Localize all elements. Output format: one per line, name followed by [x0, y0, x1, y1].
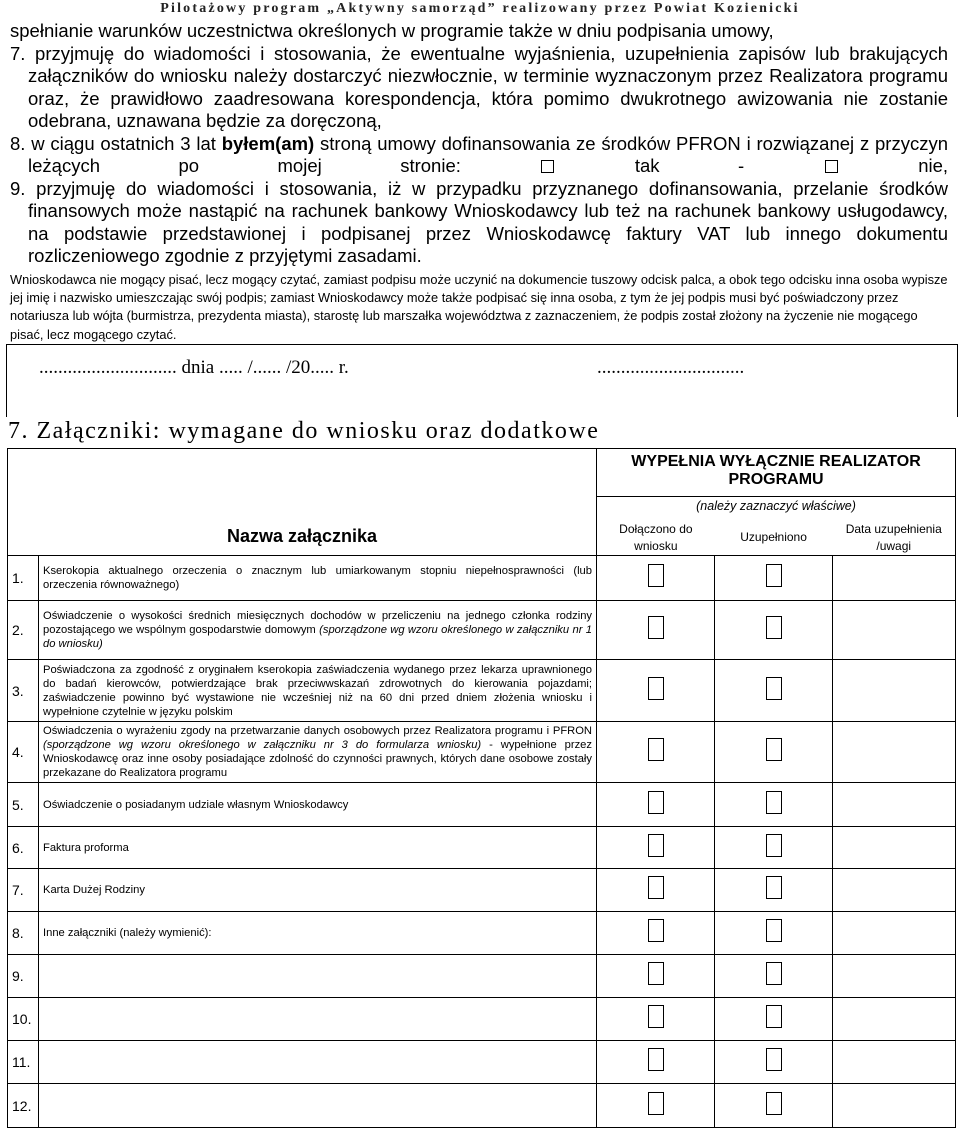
row-number: 12.	[8, 1084, 39, 1128]
attachment-name	[39, 783, 597, 827]
date-notes-cell[interactable]	[833, 783, 956, 827]
attachment-text: Oświadczenia o wyrażeniu zgody na przetwarzanie danych osobowych przez Realizatora programu i PFRON	[43, 725, 593, 737]
tak-checkbox[interactable]	[541, 160, 554, 173]
completed-checkbox[interactable]	[766, 616, 782, 639]
attached-checkbox[interactable]	[648, 834, 664, 857]
attachment-text-italic: (sporządzone wg wzoru określonego w załączniku nr 3 do formularza wniosku)	[43, 739, 482, 751]
attachment-name	[39, 998, 597, 1041]
attachment-text: Poświadczona za zgodność z oryginałem kserokopia zaświadczenia wydanego przez lekarza uprawnionego do badań kierowców, potwierdzające brak przeciwwskazań zdrowotnych do kierowania pojazdami; zaświadczenie powinno być wystawione nie wcześniej niż na 60 dni przed dniem złożenia wniosku i wypełnione czytelnie w języku polskim	[43, 663, 593, 718]
attached-checkbox-cell	[597, 783, 715, 827]
realizator-header-text: WYPEŁNIA WYŁĄCZNIE REALIZATOR PROGRAMU	[631, 453, 921, 488]
date-notes-cell[interactable]	[833, 722, 956, 783]
attached-checkbox[interactable]	[648, 791, 664, 814]
completed-checkbox[interactable]	[766, 919, 782, 942]
attached-checkbox-cell	[597, 955, 715, 998]
attached-checkbox-cell	[597, 869, 715, 912]
attachment-name	[39, 869, 597, 912]
attachment-name	[39, 601, 597, 660]
attachment-name	[39, 1084, 597, 1128]
attachment-text: Karta Dużej Rodziny	[43, 884, 145, 896]
declaration-line-0: spełnianie warunków uczestnictwa określonych w programie także w dniu podpisania umowy,	[10, 20, 774, 41]
attachment-name	[39, 722, 597, 783]
attachment-text-post: - wypełnione przez Wnioskodawcę oraz inne osoby posiadające zdolność do czynności prawnych, których dane osobowe zostały przekazane do Realizatora programu	[43, 739, 593, 779]
attached-checkbox[interactable]	[648, 616, 664, 639]
completed-checkbox[interactable]	[766, 738, 782, 761]
date-notes-cell[interactable]	[833, 1041, 956, 1084]
completed-checkbox[interactable]	[766, 1048, 782, 1071]
attachment-text: Faktura proforma	[43, 841, 129, 854]
declaration-item-8	[10, 133, 948, 178]
attachment-name	[39, 556, 597, 601]
attachment-row	[8, 722, 956, 783]
row-number: 3.	[8, 660, 39, 722]
row-number: 5.	[8, 783, 39, 827]
completed-checkbox-cell	[715, 998, 833, 1041]
attached-checkbox[interactable]	[648, 738, 664, 761]
completed-checkbox-cell	[715, 601, 833, 660]
completed-checkbox-cell	[715, 1084, 833, 1128]
completed-checkbox[interactable]	[766, 876, 782, 899]
attachment-row	[8, 955, 956, 998]
attached-checkbox-cell	[597, 660, 715, 722]
attached-checkbox-cell	[597, 912, 715, 955]
attachment-name	[39, 912, 597, 955]
attachment-name	[39, 1041, 597, 1084]
date-notes-cell[interactable]	[833, 912, 956, 955]
attachment-row	[8, 783, 956, 827]
declaration-text	[10, 20, 948, 268]
row-number: 11.	[8, 1041, 39, 1084]
date-notes-cell[interactable]	[833, 601, 956, 660]
attachment-row	[8, 556, 956, 601]
realizator-header	[597, 449, 956, 497]
row-number: 4.	[8, 722, 39, 783]
nie-checkbox[interactable]	[825, 160, 838, 173]
attached-checkbox[interactable]	[648, 1048, 664, 1071]
attached-checkbox[interactable]	[648, 564, 664, 587]
signature-note: Wnioskodawca nie mogący pisać, lecz mogący czytać, zamiast podpisu może uczynić na dokumencie tuszowy odcisk palca, a obok tego odcisku inna osoba wypisze jej imię i nazwisko umieszczając swój podpis; zamiast Wnioskodawcy może także podpisać się inna osoba, z tym że jej podpis musi być poświadczony przez notariusza lub wójta (burmistrza, prezydenta miasta), starostę lub marszałka województwa z zaznaczeniem, że podpis został złożony na życzenie nie mogącego pisać, lecz mogącego czytać.	[10, 272, 948, 342]
completed-checkbox-cell	[715, 827, 833, 869]
attachment-text: Inne załączniki (należy wymienić):	[43, 927, 212, 939]
attached-checkbox-cell	[597, 1041, 715, 1084]
attachment-row	[8, 660, 956, 722]
program-header: Pilotażowy program „Aktywny samorząd” realizowany przez Powiat Kozienicki	[160, 1, 800, 16]
date-notes-cell[interactable]	[833, 998, 956, 1041]
item8-text-b: stroną umowy dofinansowania ze środków PFRON i rozwiązanej z przyczyn leżących po mojej stronie:	[28, 132, 948, 176]
row-number: 10.	[8, 998, 39, 1041]
completed-checkbox[interactable]	[766, 962, 782, 985]
attached-checkbox[interactable]	[648, 962, 664, 985]
section-title: 7. Załączniki: wymagane do wniosku oraz dodatkowe	[8, 418, 600, 444]
date-line[interactable]: ............................. dnia ..... /...... /20..... r.	[39, 357, 349, 378]
col-completed: Uzupełniono	[740, 530, 807, 544]
attached-checkbox[interactable]	[648, 1005, 664, 1028]
attachment-name	[39, 827, 597, 869]
attachment-row	[8, 998, 956, 1041]
completed-checkbox-cell	[715, 869, 833, 912]
attachment-row	[8, 601, 956, 660]
date-notes-cell[interactable]	[833, 556, 956, 601]
attached-checkbox-cell	[597, 601, 715, 660]
date-notes-cell[interactable]	[833, 869, 956, 912]
item8-nie-label: nie,	[918, 155, 949, 176]
attachment-text-italic: (sporządzone wg wzoru określonego w załączniku nr 1 do wniosku)	[43, 624, 593, 650]
completed-checkbox[interactable]	[766, 791, 782, 814]
completed-checkbox-cell	[715, 556, 833, 601]
attachment-row	[8, 869, 956, 912]
item8-tak-label: tak -	[634, 155, 823, 176]
row-number: 1.	[8, 556, 39, 601]
item8-text-a: 8. w ciągu ostatnich 3 lat	[10, 132, 222, 154]
completed-checkbox[interactable]	[766, 677, 782, 700]
col-attached: Dołączono do wniosku	[619, 522, 693, 553]
signature-box	[6, 344, 958, 417]
row-number: 9.	[8, 955, 39, 998]
attached-checkbox-cell	[597, 556, 715, 601]
attached-checkbox-cell	[597, 1084, 715, 1128]
row-number: 6.	[8, 827, 39, 869]
attachment-row	[8, 827, 956, 869]
date-notes-cell[interactable]	[833, 1084, 956, 1128]
date-notes-cell[interactable]	[833, 660, 956, 722]
attachment-row	[8, 1041, 956, 1084]
attachment-text: Kserokopia aktualnego orzeczenia o znacznym lub umiarkowanym stopniu niepełnosprawności (lub orzeczenia równoważnego)	[43, 565, 593, 591]
item8-bold: byłem(am)	[221, 132, 315, 154]
completed-checkbox[interactable]	[766, 1092, 782, 1115]
attachment-text: Oświadczenie o posiadanym udziale własnym Wnioskodawcy	[43, 798, 349, 811]
attachment-name	[39, 660, 597, 722]
completed-checkbox[interactable]	[766, 564, 782, 587]
attached-checkbox-cell	[597, 998, 715, 1041]
completed-checkbox-cell	[715, 660, 833, 722]
attached-checkbox[interactable]	[648, 677, 664, 700]
date-notes-cell[interactable]	[833, 955, 956, 998]
completed-checkbox[interactable]	[766, 1005, 782, 1028]
attached-checkbox-cell	[597, 827, 715, 869]
attachment-row	[8, 912, 956, 955]
subheader-cell	[597, 497, 956, 556]
attachments-table	[7, 448, 956, 1128]
row-number: 2.	[8, 601, 39, 660]
realizator-hint: (należy zaznaczyć właściwe)	[696, 499, 856, 513]
completed-checkbox-cell	[715, 955, 833, 998]
declaration-item-9: 9. przyjmuję do wiadomości i stosowania, iż w przypadku przyznanego dofinansowania, przelanie środków finansowych może nastąpić na rachunek bankowy Wnioskodawcy lub też na rachunek bankowy usługodawcy, na podstawie przedstawionej i podpisanej przez Wnioskodawcę faktury VAT lub innego dokumentu rozliczeniowego zgodnie z przyjętymi zasadami.	[10, 177, 948, 266]
completed-checkbox-cell	[715, 722, 833, 783]
attached-checkbox[interactable]	[648, 919, 664, 942]
completed-checkbox-cell	[715, 1041, 833, 1084]
attachment-text: Oświadczenie o wysokości średnich miesięcznych dochodów w przeliczeniu na jednego członka rodziny pozostającego we wspólnym gospodarstwie domowym	[43, 610, 593, 636]
completed-checkbox[interactable]	[766, 834, 782, 857]
signature-line[interactable]: ...............................	[597, 357, 745, 378]
attachment-name	[39, 955, 597, 998]
name-column-header: Nazwa załącznika	[8, 449, 597, 556]
completed-checkbox-cell	[715, 912, 833, 955]
row-number: 7.	[8, 869, 39, 912]
row-number: 8.	[8, 912, 39, 955]
attached-checkbox[interactable]	[648, 876, 664, 899]
declaration-item-7: 7. przyjmuję do wiadomości i stosowania, że ewentualne wyjaśnienia, uzupełnienia zapisów lub brakujących załączników do wniosku należy dostarczyć niezwłocznie, w terminie wyznaczonym przez Realizatora programu oraz, że prawidłowo zaadresowana korespondencja, która pomimo dwukrotnego awizowania nie zostanie odebrana, uznawana będzie za doręczoną,	[10, 42, 948, 131]
attachment-row	[8, 1084, 956, 1128]
col-date: Data uzupełnienia /uwagi	[845, 522, 942, 553]
attached-checkbox-cell	[597, 722, 715, 783]
attached-checkbox[interactable]	[648, 1092, 664, 1115]
completed-checkbox-cell	[715, 783, 833, 827]
date-notes-cell[interactable]	[833, 827, 956, 869]
